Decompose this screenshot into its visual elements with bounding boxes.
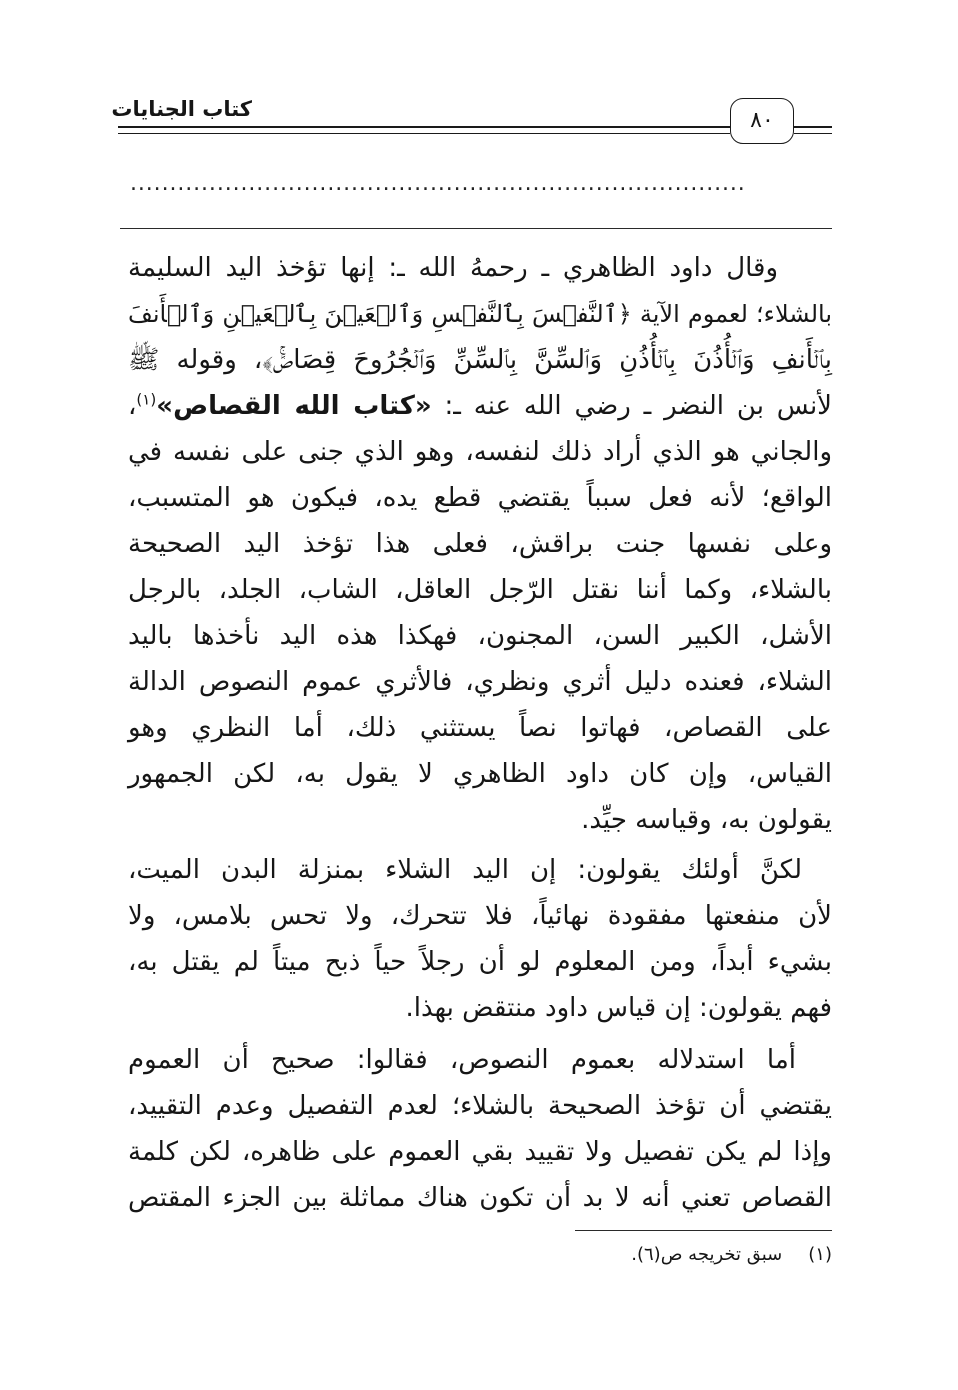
header-rule-left-thick — [118, 126, 730, 128]
text-line: بِٱلۡأَنفِ وَٱلۡأُذُنَ بِٱلۡأُذُنِ وَٱلسِّنَّ بِٱلسِّنِّ وَٱلۡجُرُوحَ قِصَاصٞۚ﴾، وقوله ﷺ — [128, 345, 832, 375]
paragraph-2 — [128, 847, 832, 1031]
body-text — [128, 245, 832, 1221]
text-line: الواقع؛ لأنه فعل سبباً يقتضي قطع يده، فيكون هو المتسبب، — [128, 483, 832, 513]
footnote-text: سبق تخريجه ص(٦). — [631, 1244, 783, 1265]
text-line — [128, 383, 832, 429]
text-line: على القصاص، فهاتوا نصاً يستثني ذلك، أما النظري وهو — [128, 713, 832, 743]
page-number: ٨٠ — [730, 98, 794, 144]
text-line: بالشلاء، وكما أننا نقتل الرّجل العاقل، الشاب، الجلد، بالرجل — [128, 575, 832, 605]
header-rule-right-thin — [794, 133, 832, 134]
text-line: الشلاء، فعنده دليل أثري ونظري، فالأثري عموم النصوص الدالة — [128, 667, 832, 697]
running-title: كتاب الجنايات — [111, 97, 252, 121]
text-line: يقتضي أن تؤخذ الصحيحة بالشلاء؛ لعدم التفصيل وعدم التقييد، — [128, 1091, 832, 1121]
footnote-reference: (١) — [136, 390, 157, 409]
text-segment: لأنس بن النضر ـ رضي الله عنه ـ: — [431, 391, 833, 421]
text-line: أما استدلاله بعموم النصوص، فقالوا: صحيح أن العموم — [128, 1045, 796, 1075]
text-line: بالشلاء؛ لعموم الآية ﴿ٱلنَّفۡسَ بِٱلنَّفۡسِ وَٱلۡعَيۡنَ بِٱلۡعَيۡنِ وَٱلۡأَنفَ — [128, 300, 832, 328]
text-line: القياس، وإن كان داود الظاهري لا يقول به، لكن الجمهور — [128, 759, 832, 789]
text-line: والجاني هو الذي أراد ذلك لنفسه، وهو الذي جنى على نفسه في — [128, 437, 832, 467]
footnote — [631, 1240, 832, 1270]
text-line: وعلى نفسها جنت براقش، فعلى هذا تؤخذ اليد الصحيحة — [128, 529, 832, 559]
paragraph-1 — [128, 245, 832, 843]
header-divider — [120, 228, 832, 229]
text-line: لأن منفعتها مفقودة نهائياً، فلا تتحرك، ولا تحس بلامس، ولا — [128, 901, 832, 931]
text-line: وإذا لم يكن تفصيل ولا تقييد بقي العموم على ظاهره، لكن كلمة — [128, 1137, 832, 1167]
text-line: فهم يقولون: إن قياس داود منتقض بهذا. — [405, 993, 832, 1023]
text-line: بشيء أبداً، ومن المعلوم لو أن رجلاً حياً ذبح ميتاً لم يقتل به، — [128, 947, 832, 977]
omission-dots: .............................................................................. — [130, 171, 746, 196]
hadith-quote: «كتاب الله القصاص» — [156, 391, 432, 421]
text-line: يقولون به، وقياسه جيِّد. — [581, 805, 832, 835]
footnote-rule — [575, 1230, 832, 1231]
text-line: وقال داود الظاهري ـ رحمهُ الله ـ: إنها تؤخذ اليد السليمة — [128, 253, 778, 283]
footnote-marker: (١) — [808, 1244, 832, 1265]
text-segment: ، — [128, 391, 137, 421]
text-line: القصاص تعني أنه لا بد أن تكون هناك مماثلة بين الجزء المقتص — [128, 1183, 832, 1213]
paragraph-3 — [128, 1037, 832, 1221]
header-rule-left-thin — [118, 133, 730, 134]
header-rule-right-thick — [794, 126, 832, 128]
text-line: الأشل، الكبير السن، المجنون، فهكذا هذه اليد نأخذها باليد — [128, 621, 832, 651]
text-line: لكنَّ أولئك يقولون: إن اليد الشلاء بمنزلة البدن الميت، — [128, 855, 802, 885]
